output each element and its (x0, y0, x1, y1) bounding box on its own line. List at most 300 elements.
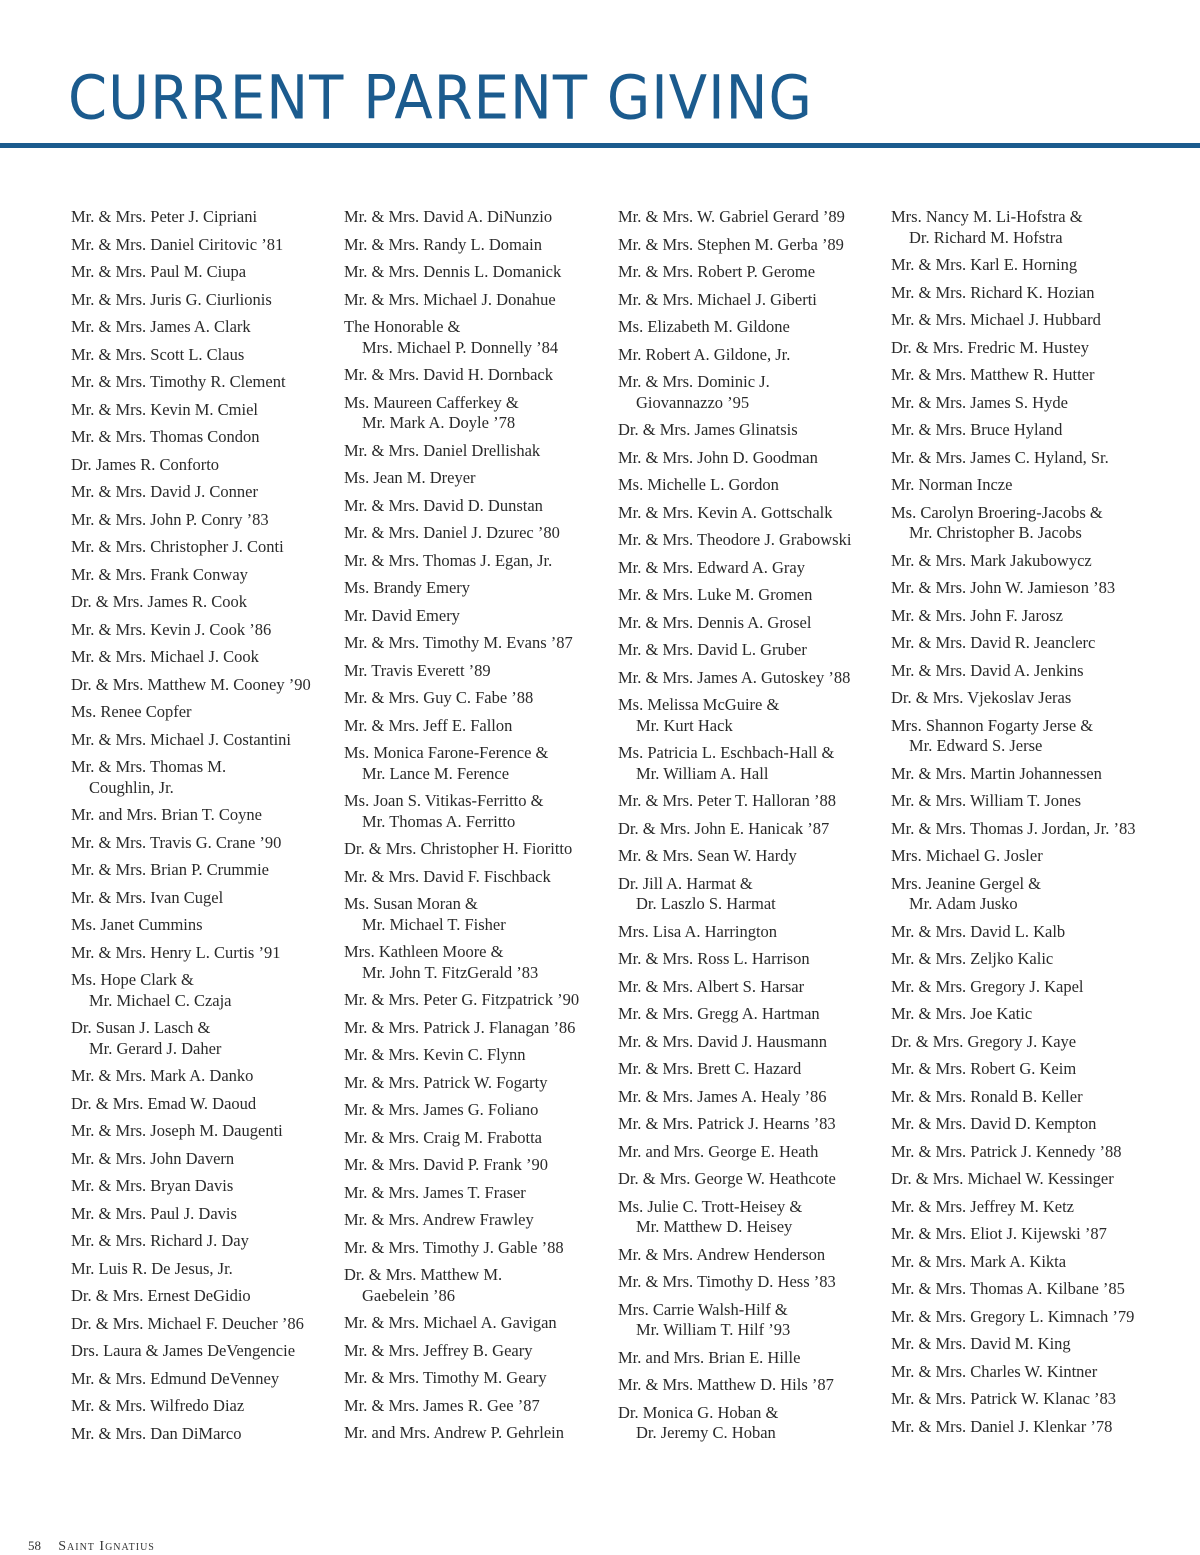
donor-entry (71, 1149, 339, 1170)
donor-entry (618, 1348, 886, 1369)
donor-name: Ms. Joan S. Vitikas-Ferritto & (344, 791, 544, 810)
donor-entry (891, 448, 1159, 469)
donor-name: Mr. & Mrs. Henry L. Curtis ’91 (71, 942, 281, 962)
page-footer (28, 1538, 155, 1555)
donor-name-continued: Dr. Richard M. Hofstra (909, 227, 1063, 247)
donor-name: Mr. & Mrs. David J. Conner (71, 482, 258, 501)
donor-entry (344, 393, 612, 434)
donor-name: Mr. & Mrs. Ross L. Harrison (618, 949, 810, 968)
donor-name: Ms. Janet Cummins (71, 915, 203, 934)
donor-entry (891, 1307, 1159, 1328)
donor-name: Mr. & Mrs. Michael A. Gavigan (344, 1313, 557, 1332)
donor-name-continued: Mr. William T. Hilf ’93 (636, 1320, 791, 1339)
donor-entry (71, 1259, 339, 1280)
donor-entry (891, 1252, 1159, 1273)
donor-column-3 (618, 207, 886, 1451)
donor-entry (71, 970, 339, 1011)
donor-name: Mr. & Mrs. Peter G. Fitzpatrick ’90 (344, 990, 580, 1009)
donor-name: Mr. & Mrs. William T. Jones (891, 791, 1082, 810)
donor-entry (891, 1059, 1159, 1080)
donor-name-continued: Mr. Lance M. Ference (362, 763, 510, 783)
donor-name: Mr. & Mrs. Richard J. Day (71, 1231, 249, 1250)
donor-name-continued: Gaebelein ’86 (362, 1285, 455, 1305)
donor-name: Ms. Elizabeth M. Gildone (618, 317, 790, 336)
donor-entry (891, 716, 1159, 757)
donor-name: Dr. & Mrs. Matthew M. (344, 1265, 503, 1284)
donor-entry (71, 1396, 339, 1417)
donor-entry (71, 702, 339, 723)
donor-name: Mrs. Lisa A. Harrington (618, 921, 778, 941)
donor-name: Ms. Brandy Emery (344, 578, 471, 597)
donor-entry (891, 551, 1159, 572)
donor-entry (891, 420, 1159, 441)
title-divider (0, 143, 1200, 148)
donor-column-1 (71, 207, 339, 1451)
donor-entry (344, 1155, 612, 1176)
donor-entry (618, 1032, 886, 1053)
donor-name: Mr. & Mrs. Mark Jakubowycz (891, 550, 1092, 570)
donor-name: Mr. Luis R. De Jesus, Jr. (71, 1258, 233, 1278)
donor-entry (618, 1059, 886, 1080)
donor-entry (71, 235, 339, 256)
donor-entry (344, 578, 612, 599)
donor-name: Mr. & Mrs. Randy L. Domain (344, 234, 542, 254)
donor-name: Dr. & Mrs. Gregory J. Kaye (891, 1031, 1077, 1051)
donor-entry (891, 1362, 1159, 1383)
donor-name: Mr. & Mrs. Kevin A. Gottschalk (618, 502, 833, 522)
donor-name: Mrs. Michael G. Josler (891, 846, 1043, 865)
donor-name-continued: Mr. Edward S. Jerse (909, 736, 1043, 755)
donor-entry (344, 633, 612, 654)
donor-name: Mr. & Mrs. Patrick J. Kennedy ’88 (891, 1141, 1122, 1161)
donor-entry (344, 1100, 612, 1121)
donor-entry (71, 757, 339, 798)
donor-entry (344, 207, 612, 228)
donor-name-continued: Mr. Michael C. Czaja (89, 990, 232, 1010)
donor-entry (71, 1066, 339, 1087)
donor-entry (891, 846, 1159, 867)
donor-entry (344, 661, 612, 682)
donor-name: Mr. & Mrs. Christopher J. Conti (71, 537, 284, 556)
donor-entry (71, 1018, 339, 1059)
donor-name: Mr. & Mrs. Dominic J. (618, 372, 770, 391)
donor-name: Mr. & Mrs. Dan DiMarco (71, 1423, 242, 1443)
donor-entry (891, 1032, 1159, 1053)
donor-name: Dr. Susan J. Lasch & (71, 1018, 211, 1037)
donor-name: Mr. & Mrs. David M. King (891, 1334, 1071, 1353)
donor-entry (618, 317, 886, 338)
donor-name-continued: Mr. Christopher B. Jacobs (909, 523, 1082, 542)
donor-name: Mr. & Mrs. John Davern (71, 1148, 235, 1168)
donor-entry (618, 977, 886, 998)
donor-name: Mr. Travis Everett ’89 (344, 660, 491, 680)
donor-entry (618, 791, 886, 812)
donor-entry (71, 290, 339, 311)
donor-name: Mr. & Mrs. Thomas Condon (71, 427, 260, 446)
donor-entry (344, 1265, 612, 1306)
donor-entry (344, 262, 612, 283)
donor-name: Mr. & Mrs. Daniel Ciritovic ’81 (71, 234, 284, 254)
donor-name: Ms. Monica Farone-Ference & (344, 743, 549, 762)
donor-name-continued: Mr. Adam Jusko (909, 894, 1018, 913)
donor-entry (618, 1142, 886, 1163)
donor-name: Mr. & Mrs. Daniel J. Klenkar ’78 (891, 1416, 1113, 1436)
donor-entry (344, 317, 612, 358)
donor-name: Mr. & Mrs. Andrew Frawley (344, 1210, 534, 1229)
donor-entry (344, 235, 612, 256)
donor-name: Mr. & Mrs. Daniel Drellishak (344, 440, 541, 460)
donor-name: Mr. & Mrs. Jeff E. Fallon (344, 715, 513, 735)
donor-name: Mr. & Mrs. Frank Conway (71, 564, 248, 584)
donor-name: Mr. and Mrs. George E. Heath (618, 1141, 819, 1161)
donor-entry (71, 1094, 339, 1115)
donor-entry (891, 1389, 1159, 1410)
donor-entry (618, 207, 886, 228)
donor-name: Mr. & Mrs. Gregory L. Kimnach ’79 (891, 1306, 1135, 1326)
donor-entry (344, 942, 612, 983)
donor-name: Mr. & Mrs. Peter J. Cipriani (71, 207, 258, 226)
donor-entry (344, 468, 612, 489)
donor-entry (618, 1272, 886, 1293)
donor-name: Mr. & Mrs. James A. Gutoskey ’88 (618, 667, 851, 687)
donor-name: Mr. & Mrs. Dennis A. Grosel (618, 612, 812, 632)
donor-name: Mr. & Mrs. Michael J. Cook (71, 647, 259, 666)
donor-entry (71, 482, 339, 503)
donor-entry (618, 1169, 886, 1190)
donor-entry (618, 695, 886, 736)
donor-entry (344, 1073, 612, 1094)
donor-name: Mr. & Mrs. Gregg A. Hartman (618, 1004, 820, 1023)
donor-entry (344, 1238, 612, 1259)
donor-name: Mr. & Mrs. Zeljko Kalic (891, 949, 1054, 968)
donor-entry (344, 1396, 612, 1417)
donor-entry (891, 1142, 1159, 1163)
donor-entry (71, 592, 339, 613)
donor-entry (71, 565, 339, 586)
donor-entry (891, 819, 1159, 840)
donor-name: Dr. & Mrs. Ernest DeGidio (71, 1286, 251, 1305)
donor-entry (618, 235, 886, 256)
donor-name: Mr. & Mrs. Timothy D. Hess ’83 (618, 1272, 836, 1291)
donor-name: Mr. & Mrs. David A. DiNunzio (344, 207, 553, 226)
donor-name: Mr. & Mrs. Bruce Hyland (891, 420, 1063, 439)
donor-entry (344, 365, 612, 386)
donor-entry (891, 949, 1159, 970)
donor-entry (891, 207, 1159, 248)
donor-entry (618, 949, 886, 970)
donor-entry (891, 1417, 1159, 1438)
donor-entry (71, 455, 339, 476)
page-title: CURRENT PARENT GIVING (68, 63, 813, 134)
donor-name: Mr. & Mrs. Albert S. Harsar (618, 976, 805, 996)
donor-entry (618, 530, 886, 551)
donor-name: Mr. & Mrs. Richard K. Hozian (891, 282, 1095, 302)
donor-entry (891, 1224, 1159, 1245)
donor-name: Dr. & Mrs. John E. Hanicak ’87 (618, 818, 830, 838)
donor-entry (344, 1128, 612, 1149)
donor-entry (618, 1087, 886, 1108)
donor-name: Dr. & Mrs. George W. Heathcote (618, 1169, 836, 1188)
donor-entry (344, 839, 612, 860)
donor-entry (618, 503, 886, 524)
donor-entry (618, 1403, 886, 1444)
donor-name: Mr. & Mrs. Timothy M. Geary (344, 1368, 547, 1387)
donor-name: Mr. & Mrs. James R. Gee ’87 (344, 1395, 540, 1415)
donor-name: Dr. Jill A. Harmat & (618, 873, 753, 893)
donor-name: Mr. & Mrs. David P. Frank ’90 (344, 1155, 548, 1174)
donor-name: Dr. Monica G. Hoban & (618, 1402, 779, 1422)
donor-name: Mr. & Mrs. Jeffrey B. Geary (344, 1340, 533, 1360)
donor-name: Mr. & Mrs. Scott L. Claus (71, 344, 245, 364)
donor-entry (71, 1121, 339, 1142)
donor-name-continued: Mr. Mark A. Doyle ’78 (362, 413, 516, 432)
donor-column-4 (891, 207, 1159, 1444)
donor-entry (618, 1300, 886, 1341)
donor-entry (891, 1114, 1159, 1135)
donor-name: Mr. & Mrs. David L. Gruber (618, 640, 807, 659)
donor-name: Ms. Patricia L. Eschbach-Hall & (618, 743, 835, 762)
donor-name: Mr. & Mrs. Brett C. Hazard (618, 1059, 802, 1078)
donor-entry (618, 1375, 886, 1396)
donor-name: Dr. & Mrs. James Glinatsis (618, 420, 798, 439)
donor-name: Mr. & Mrs. Martin Johannessen (891, 763, 1102, 783)
donor-entry (71, 345, 339, 366)
donor-entry (891, 633, 1159, 654)
donor-name: Mr. & Mrs. Juris G. Ciurlionis (71, 289, 272, 309)
donor-entry (71, 1286, 339, 1307)
donor-name: Mr. & Mrs. Joseph M. Daugenti (71, 1121, 283, 1140)
donor-entry (891, 922, 1159, 943)
donor-entry (344, 606, 612, 627)
donor-entry (891, 874, 1159, 915)
donor-name: Mr. & Mrs. Patrick J. Hearns ’83 (618, 1114, 836, 1133)
donor-name: Mr. & Mrs. Thomas A. Kilbane ’85 (891, 1279, 1125, 1298)
donor-name: Mr. David Emery (344, 605, 460, 625)
donor-entry (618, 290, 886, 311)
donor-name: Mr. & Mrs. Charles W. Kintner (891, 1361, 1098, 1381)
donor-name: Mr. & Mrs. Kevin C. Flynn (344, 1045, 526, 1064)
donor-name-continued: Mr. Thomas A. Ferritto (362, 811, 516, 831)
donor-name: Dr. & Mrs. Michael W. Kessinger (891, 1169, 1114, 1188)
donor-name: Mr. & Mrs. Ivan Cugel (71, 887, 224, 907)
donor-entry (71, 647, 339, 668)
donor-entry (344, 1210, 612, 1231)
donor-name: Mr. & Mrs. Stephen M. Gerba ’89 (618, 234, 844, 254)
donor-entry (71, 400, 339, 421)
donor-name: Mr. & Mrs. Michael J. Giberti (618, 289, 817, 309)
donor-column-2 (344, 207, 612, 1451)
donor-name: Mr. & Mrs. James S. Hyde (891, 392, 1068, 412)
donor-entry (618, 448, 886, 469)
donor-name: Ms. Hope Clark & (71, 970, 194, 989)
donor-entry (618, 819, 886, 840)
donor-entry (71, 620, 339, 641)
donor-name: Mr. & Mrs. Robert P. Gerome (618, 262, 816, 281)
donor-entry (344, 1045, 612, 1066)
donor-name: Dr. & Mrs. Michael F. Deucher ’86 (71, 1313, 304, 1333)
donor-entry (618, 475, 886, 496)
donor-entry (71, 317, 339, 338)
donor-entry (891, 365, 1159, 386)
donor-name: Mr. & Mrs. David D. Kempton (891, 1114, 1097, 1133)
donor-name: Mr. and Mrs. Brian T. Coyne (71, 805, 262, 824)
donor-name: Mr. & Mrs. James T. Fraser (344, 1182, 526, 1202)
donor-entry (344, 290, 612, 311)
donor-entry (71, 1341, 339, 1362)
donor-name-continued: Mr. Matthew D. Heisey (636, 1217, 793, 1236)
donor-name: Dr. & Mrs. James R. Cook (71, 592, 248, 611)
donor-name: Mr. & Mrs. Eliot J. Kijewski ’87 (891, 1224, 1107, 1243)
donor-entry (344, 791, 612, 832)
donor-entry (71, 888, 339, 909)
donor-name-continued: Giovannazzo ’95 (636, 392, 750, 412)
donor-name: Ms. Maureen Cafferkey & (344, 392, 519, 412)
donor-name: Mr. & Mrs. Robert G. Keim (891, 1059, 1077, 1078)
donor-name-continued: Dr. Jeremy C. Hoban (636, 1423, 776, 1442)
donor-name: Mr. & Mrs. Paul J. Davis (71, 1203, 237, 1223)
donor-entry (344, 1423, 612, 1444)
donor-entry (71, 730, 339, 751)
donor-name: Mr. & Mrs. Travis G. Crane ’90 (71, 832, 282, 852)
donor-name: Dr. & Mrs. Vjekoslav Jeras (891, 688, 1072, 707)
donor-name: Mr. & Mrs. John P. Conry ’83 (71, 509, 269, 529)
donor-name: Mr. & Mrs. Patrick J. Flanagan ’86 (344, 1017, 576, 1037)
donor-entry (618, 640, 886, 661)
donor-name: Mr. & Mrs. Patrick W. Fogarty (344, 1072, 548, 1092)
donor-name: Mr. & Mrs. Andrew Henderson (618, 1244, 826, 1264)
donor-entry (71, 1424, 339, 1445)
donor-name: Mr. & Mrs. Kevin J. Cook ’86 (71, 619, 272, 639)
donor-entry (891, 1279, 1159, 1300)
donor-entry (891, 255, 1159, 276)
donor-entry (344, 1368, 612, 1389)
donor-entry (618, 345, 886, 366)
donor-name: Mr. & Mrs. Joe Katic (891, 1004, 1033, 1023)
donor-name: Mr. & Mrs. Timothy J. Gable ’88 (344, 1237, 564, 1257)
donor-name: Mr. & Mrs. David F. Fischback (344, 866, 551, 886)
donor-entry (71, 1176, 339, 1197)
donor-entry (71, 675, 339, 696)
donor-name: Mrs. Jeanine Gergel & (891, 873, 1041, 893)
donor-entry (891, 503, 1159, 544)
donor-entry (891, 1197, 1159, 1218)
donor-name: Mr. & Mrs. Ronald B. Keller (891, 1086, 1083, 1106)
donor-entry (618, 922, 886, 943)
donor-name: Mr. & Mrs. David R. Jeanclerc (891, 633, 1096, 652)
donor-name: Mr. & Mrs. David J. Hausmann (618, 1031, 827, 1051)
donor-name: Ms. Susan Moran & (344, 894, 478, 913)
donor-entry (344, 1018, 612, 1039)
donor-entry (344, 441, 612, 462)
donor-name-continued: Mr. Kurt Hack (636, 715, 733, 735)
donor-name: Mr. & Mrs. John W. Jamieson ’83 (891, 578, 1116, 597)
donor-name: Ms. Melissa McGuire & (618, 695, 780, 714)
donor-name: The Honorable & (344, 317, 461, 336)
donor-name: Mr. & Mrs. Peter T. Halloran ’88 (618, 791, 836, 810)
donor-name: Mr. & Mrs. James C. Hyland, Sr. (891, 447, 1109, 467)
donor-entry (71, 943, 339, 964)
donor-name-continued: Dr. Laszlo S. Harmat (636, 894, 776, 913)
donor-name: Dr. & Mrs. Fredric M. Hustey (891, 337, 1089, 357)
page-number: 58 (28, 1538, 41, 1553)
donor-name: Mr. & Mrs. Patrick W. Klanac ’83 (891, 1389, 1117, 1408)
donor-name: Dr. & Mrs. Matthew M. Cooney ’90 (71, 674, 311, 694)
donor-entry (618, 585, 886, 606)
donor-name: Mr. & Mrs. Michael J. Costantini (71, 729, 291, 749)
publication-name: Saint Ignatius (58, 1539, 155, 1554)
donor-name: Mr. & Mrs. W. Gabriel Gerard ’89 (618, 207, 845, 226)
donor-entry (71, 915, 339, 936)
donor-name: Mr. & Mrs. Thomas J. Jordan, Jr. ’83 (891, 818, 1136, 838)
donor-name: Mr. Robert A. Gildone, Jr. (618, 344, 791, 364)
donor-name: Mr. & Mrs. Mark A. Kikta (891, 1251, 1067, 1271)
donor-entry (618, 613, 886, 634)
donor-name: Mr. & Mrs. James A. Healy ’86 (618, 1086, 827, 1106)
donor-name-continued: Mr. Michael T. Fisher (362, 914, 506, 934)
donor-entry (344, 716, 612, 737)
donor-entry (891, 764, 1159, 785)
donor-name: Mr. & Mrs. Gregory J. Kapel (891, 976, 1084, 996)
donor-name: Mr. & Mrs. Brian P. Crummie (71, 860, 270, 879)
donor-entry (344, 551, 612, 572)
donor-name: Mr. & Mrs. Timothy M. Evans ’87 (344, 633, 573, 652)
donor-entry (891, 1004, 1159, 1025)
donor-name: Mr. & Mrs. Theodore J. Grabowski (618, 530, 852, 549)
donor-entry (891, 1334, 1159, 1355)
donor-entry (71, 207, 339, 228)
donor-name: Ms. Julie C. Trott-Heisey & (618, 1196, 803, 1216)
donor-entry (71, 1314, 339, 1335)
donor-entry (344, 990, 612, 1011)
donor-name: Mr. & Mrs. Bryan Davis (71, 1176, 234, 1195)
donor-name: Ms. Michelle L. Gordon (618, 475, 779, 494)
donor-entry (891, 475, 1159, 496)
donor-entry (891, 283, 1159, 304)
donor-name: Mr. & Mrs. Jeffrey M. Ketz (891, 1196, 1074, 1216)
donor-entry (344, 1341, 612, 1362)
donor-name: Mr. & Mrs. Edward A. Gray (618, 557, 805, 577)
donor-entry (344, 743, 612, 784)
donor-name: Mr. & Mrs. Mark A. Danko (71, 1066, 254, 1085)
donor-entry (891, 661, 1159, 682)
donor-entry (344, 496, 612, 517)
donor-name: Mrs. Kathleen Moore & (344, 942, 504, 961)
donor-name: Mr. & Mrs. James A. Clark (71, 317, 251, 336)
donor-entry (71, 510, 339, 531)
donor-entry (71, 1369, 339, 1390)
donor-entry (344, 867, 612, 888)
donor-name: Mr. & Mrs. Wilfredo Diaz (71, 1396, 245, 1415)
donor-name: Mr. & Mrs. Daniel J. Dzurec ’80 (344, 523, 560, 542)
donor-name-continued: Mr. William A. Hall (636, 763, 769, 783)
donor-name: Mr. & Mrs. Matthew D. Hils ’87 (618, 1375, 834, 1394)
donor-entry (618, 668, 886, 689)
donor-entry (891, 338, 1159, 359)
donor-name-continued: Coughlin, Jr. (89, 777, 174, 797)
donor-name: Mr. & Mrs. David A. Jenkins (891, 660, 1084, 680)
donor-name: Dr. & Mrs. Emad W. Daoud (71, 1093, 257, 1113)
donor-entry (891, 1087, 1159, 1108)
donor-name: Mr. & Mrs. Craig M. Frabotta (344, 1127, 542, 1147)
donor-entry (71, 833, 339, 854)
donor-entry (71, 1204, 339, 1225)
donor-name: Mr. & Mrs. Michael J. Donahue (344, 289, 556, 309)
donor-entry (891, 606, 1159, 627)
donor-entry (71, 1231, 339, 1252)
donor-name: Mr. & Mrs. Paul M. Ciupa (71, 262, 247, 281)
donor-name: Ms. Renee Copfer (71, 702, 192, 721)
donor-name: Drs. Laura & James DeVengencie (71, 1341, 296, 1360)
